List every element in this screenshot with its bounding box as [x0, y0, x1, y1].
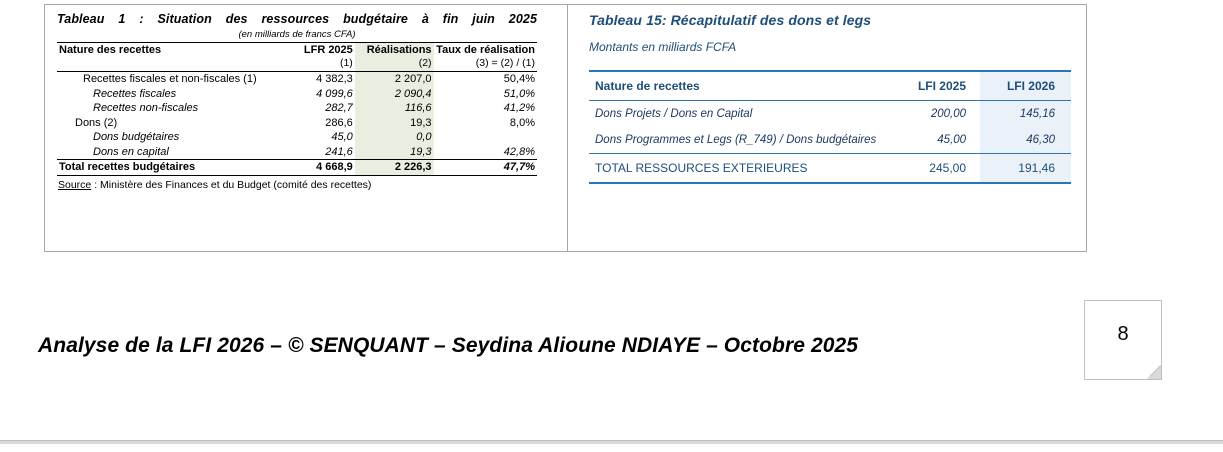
- column-header-lfi-2026: LFI 2026: [980, 71, 1071, 101]
- column-header-realisations: Réalisations: [355, 42, 434, 57]
- row-lfr: 241,6: [325, 145, 353, 158]
- row-lfr: 4 099,6: [316, 87, 353, 100]
- row-taux: 42,8%: [503, 145, 535, 158]
- total-label: Total recettes budgétaires: [57, 160, 287, 176]
- page-number: 8: [1117, 323, 1129, 345]
- table-total-row: [57, 160, 537, 176]
- table-header-row: [57, 42, 537, 57]
- table-row: [589, 101, 1071, 128]
- table-row: [57, 145, 537, 160]
- source-label: Source: [58, 178, 92, 191]
- row-taux: 41,2%: [503, 102, 535, 115]
- ref-2: (2): [355, 57, 434, 71]
- total-taux: 47,7%: [434, 160, 537, 176]
- row-lfi-2025: 45,00: [937, 134, 966, 146]
- tableau-15-block: [589, 12, 1071, 184]
- total-lfr: 4 668,9: [287, 160, 355, 176]
- row-real: 2 207,0: [355, 72, 434, 87]
- table-row: [57, 130, 537, 145]
- tableau-1-title: Tableau 1 : Situation des ressources budgétaire à fin juin 2025: [57, 12, 537, 26]
- row-label: Recettes fiscales et non-fiscales (1): [83, 73, 257, 85]
- tableau-1-table: [57, 42, 537, 176]
- ref-3: (3) = (2) / (1): [434, 57, 537, 71]
- row-label: Recettes fiscales: [93, 87, 177, 100]
- row-taux: [434, 130, 537, 145]
- column-header-nature: Nature de recettes: [589, 71, 891, 101]
- column-header-lfi-2025: LFI 2025: [891, 71, 980, 101]
- row-real: 116,6: [355, 101, 434, 116]
- row-lfi-2025: 200,00: [930, 108, 966, 120]
- row-lfr: 45,0: [331, 131, 353, 144]
- row-taux: 8,0%: [509, 116, 535, 129]
- page-number-card: [1084, 300, 1162, 380]
- tableau-1-block: [57, 12, 537, 191]
- row-lfr: 4 382,3: [316, 73, 353, 85]
- row-real: 19,3: [355, 145, 434, 160]
- row-lfr: 282,7: [325, 102, 353, 115]
- row-real: 19,3: [355, 116, 434, 131]
- table-row: [57, 101, 537, 116]
- tableau-15-table: [589, 70, 1071, 184]
- row-real: 2 090,4: [355, 87, 434, 102]
- table-header-refs-row: [57, 57, 537, 71]
- table-row: [57, 72, 537, 87]
- total-lfi-2026: 191,46: [980, 154, 1071, 184]
- ref-1: (1): [287, 57, 355, 71]
- table-header-row: [589, 71, 1071, 101]
- table-total-row: [589, 154, 1071, 184]
- row-label: Dons en capital: [93, 145, 169, 158]
- row-real: 0,0: [355, 130, 434, 145]
- column-header-taux: Taux de réalisation: [434, 42, 537, 57]
- row-taux: 51,0%: [503, 87, 535, 100]
- row-label: Dons Programmes et Legs (R_749) / Dons budgétaires: [595, 134, 877, 146]
- tableau-15-title: Tableau 15: Récapitulatif des dons et legs: [589, 12, 872, 28]
- table-row: [589, 127, 1071, 154]
- row-taux: 50,4%: [503, 73, 535, 85]
- bottom-rule: [0, 440, 1223, 444]
- total-real: 2 226,3: [355, 160, 434, 176]
- total-lfi-2025: 245,00: [891, 154, 980, 184]
- table-row: [57, 116, 537, 131]
- row-lfr: 286,6: [325, 116, 353, 129]
- row-lfi-2026: 145,16: [980, 101, 1071, 128]
- tableau-15-units: Montants en milliards FCFA: [589, 40, 737, 54]
- source-text: : Ministère des Finances et du Budget (comité des recettes): [91, 178, 372, 191]
- column-header-lfr: LFR 2025: [287, 42, 355, 57]
- row-label: Dons budgétaires: [93, 131, 180, 144]
- row-label: Recettes non-fiscales: [93, 102, 199, 115]
- row-label: Dons (2): [75, 116, 118, 129]
- tableau-1-source: [57, 179, 537, 191]
- column-header-nature: Nature des recettes: [57, 42, 287, 57]
- row-label: Dons Projets / Dons en Capital: [595, 108, 753, 120]
- tableau-1-subtitle: (en milliards de francs CFA): [238, 28, 356, 40]
- ref-empty: [57, 57, 287, 71]
- footer-credit: Analyse de la LFI 2026 – © SENQUANT – Seydina Alioune NDIAYE – Octobre 2025: [38, 334, 859, 357]
- panel-divider: [567, 4, 568, 252]
- row-lfi-2026: 46,30: [980, 127, 1071, 154]
- table-row: [57, 87, 537, 102]
- total-label: TOTAL RESSOURCES EXTERIEURES: [589, 154, 891, 184]
